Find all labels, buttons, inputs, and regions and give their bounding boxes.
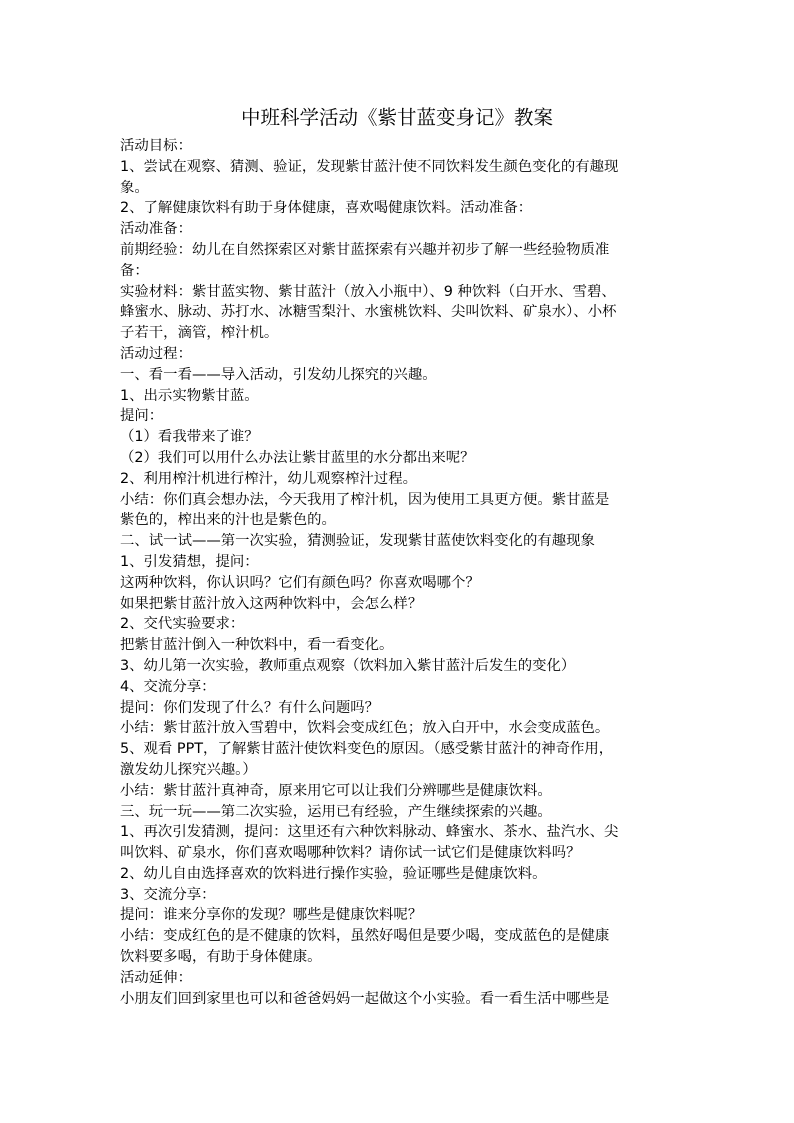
document-body [120,136,676,1009]
text-line: 2、幼儿自由选择喜欢的饮料进行操作实验，验证哪些是健康饮料。 [120,865,547,882]
text-line: （1）看我带来了谁？ [120,429,259,446]
text-line: 叫饮料、矿泉水，你们喜欢喝哪种饮料？请你试一试它们是健康饮料吗？ [120,845,581,862]
text-line: 这两种饮料，你认识吗？它们有颜色吗？你喜欢喝哪个？ [120,574,480,591]
text-line: 小结：紫甘蓝汁放入雪碧中，饮料会变成红色；放入白开中，水会变成蓝色。 [120,720,610,737]
text-line: 1、尝试在观察、猜测、验证，发现紫甘蓝汁使不同饮料发生颜色变化的有趣现 [120,158,619,175]
text-line: 象。 [120,179,149,196]
text-line: 饮料要多喝，有助于身体健康。 [120,949,322,966]
text-line: 提问：你们发现了什么？有什么问题吗？ [120,699,380,716]
text-line: 二、试一试——第一次实验，猜测验证，发现紫甘蓝使饮料变化的有趣现象 [120,533,595,550]
text-line: 前期经验：幼儿在自然探索区对紫甘蓝探索有兴趣并初步了解一些经验物质准 [120,241,610,258]
text-line: 把紫甘蓝汁倒入一种饮料中，看一看变化。 [120,637,394,654]
text-line: 小朋友们回到家里也可以和爸爸妈妈一起做这个小实验。看一看生活中哪些是 [120,990,610,1007]
text-line: 如果把紫甘蓝汁放入这两种饮料中，会怎么样？ [120,595,423,612]
text-line: 实验材料：紫甘蓝实物、紫甘蓝汁（放入小瓶中）、9 种饮料（白开水、雪碧、 [120,283,616,300]
text-line: 三、玩一玩——第二次实验，运用已有经验，产生继续探索的兴趣。 [120,803,552,820]
text-line: 活动准备： [120,221,192,238]
text-line: 小结：你们真会想办法，今天我用了榨汁机，因为使用工具更方便。紫甘蓝是 [120,491,610,508]
document-title: 中班科学活动《紫甘蓝变身记》教案 [240,106,553,129]
text-line: 活动延伸： [120,969,192,986]
text-line: 提问：谁来分享你的发现？哪些是健康饮料呢？ [120,907,423,924]
text-line: 子若干，滴管，榨汁机。 [120,325,279,342]
text-line: 3、幼儿第一次实验，教师重点观察（饮料加入紫甘蓝汁后发生的变化） [120,657,576,674]
text-line: 1、再次引发猜测，提问：这里还有六种饮料脉动、蜂蜜水、茶水、盐汽水、尖 [120,824,619,841]
text-line: 5、观看 PPT，了解紫甘蓝汁使饮料变色的原因。（感受紫甘蓝汁的神奇作用， [120,741,614,758]
text-line: 活动过程： [120,345,192,362]
text-line: 小结：变成红色的是不健康的饮料，虽然好喝但是要少喝，变成蓝色的是健康 [120,928,610,945]
text-line: 4、交流分享： [120,678,216,695]
text-line: 1、引发猜想，提问： [120,553,259,570]
text-line: 备： [120,262,149,279]
text-line: （2）我们可以用什么办法让紫甘蓝里的水分都出来呢？ [120,449,475,466]
text-line: 1、出示实物紫甘蓝。 [120,387,259,404]
text-line: 2、利用榨汁机进行榨汁，幼儿观察榨汁过程。 [120,470,417,487]
text-line: 提问： [120,408,164,425]
text-line: 蜂蜜水、脉动、苏打水、冰糖雪梨汁、水蜜桃饮料、尖叫饮料、矿泉水）、小杯 [120,304,617,321]
text-line: 小结：紫甘蓝汁真神奇，原来用它可以让我们分辨哪些是健康饮料。 [120,782,552,799]
text-line: 2、了解健康饮料有助于身体健康，喜欢喝健康饮料。活动准备： [120,200,533,217]
text-line: 2、交代实验要求： [120,616,245,633]
text-line: 一、看一看——导入活动，引发幼儿探究的兴趣。 [120,366,437,383]
text-line: 3、交流分享： [120,886,216,903]
text-line: 活动目标： [120,138,192,154]
text-line: 紫色的，榨出来的汁也是紫色的。 [120,512,336,529]
text-line: 激发幼儿探究兴趣。） [120,761,257,778]
